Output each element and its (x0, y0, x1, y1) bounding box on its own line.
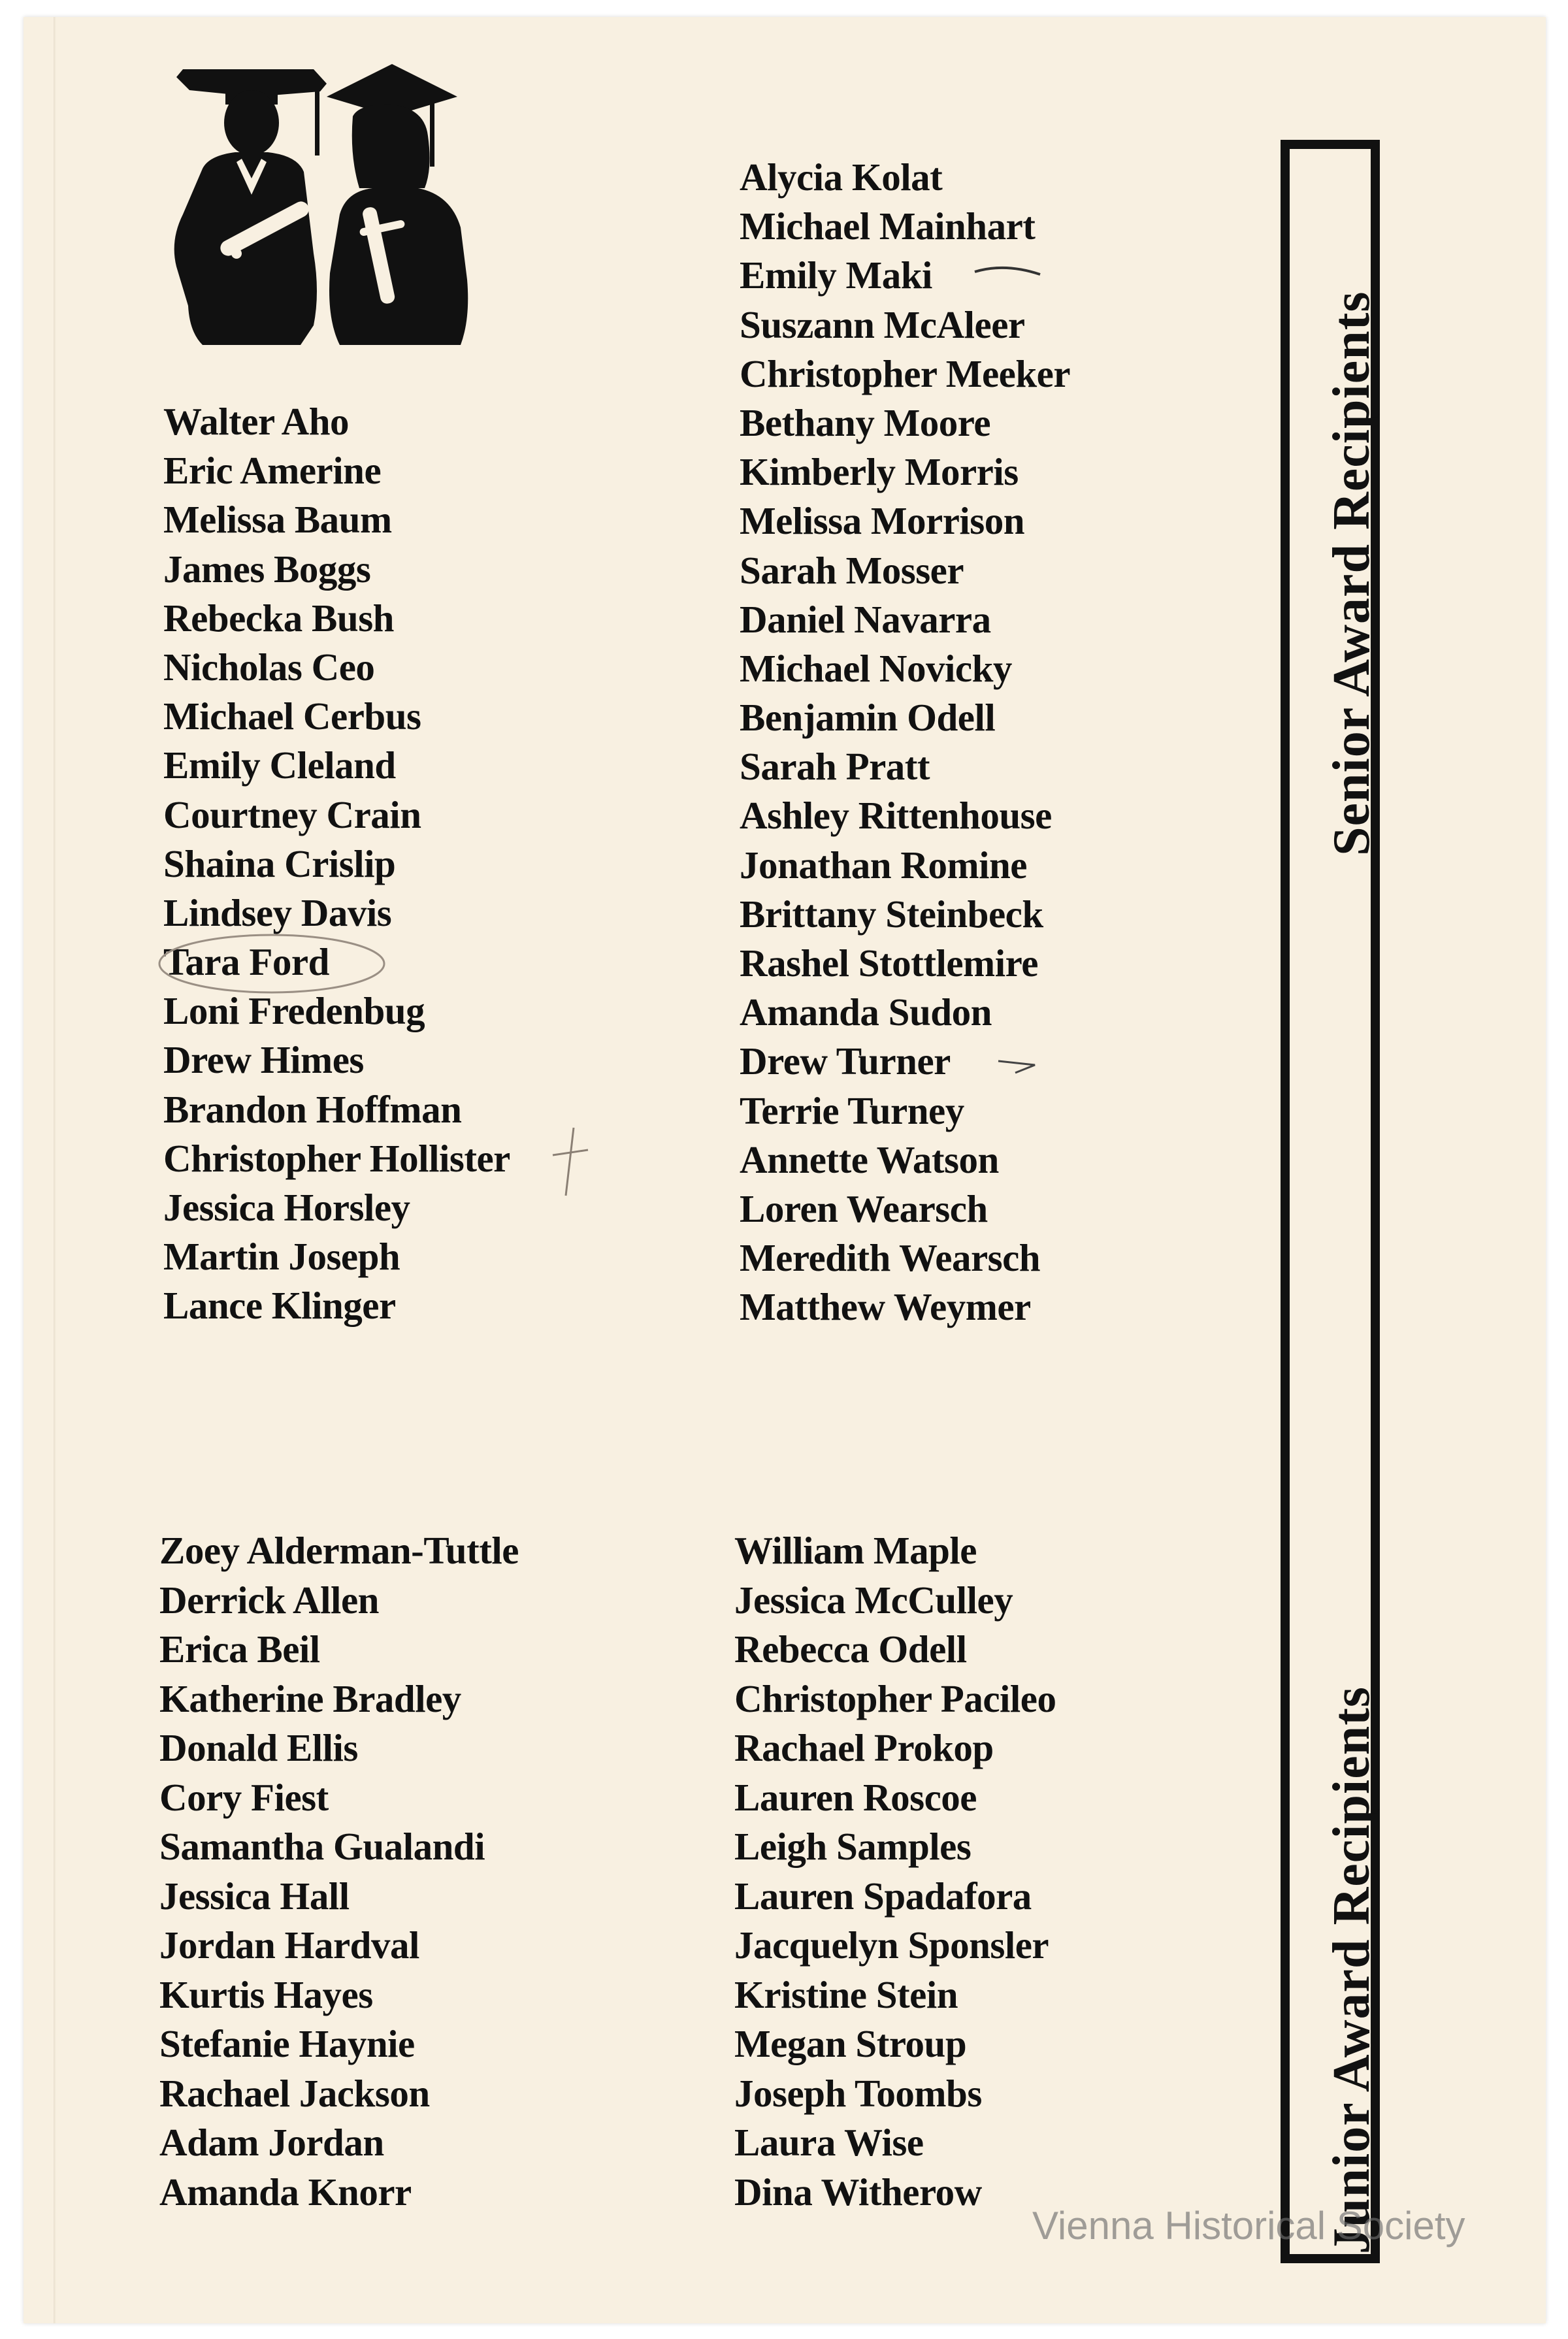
list-item: Jordan Hardval (159, 1923, 419, 1967)
list-item: Loren Wearsch (740, 1186, 988, 1230)
list-item: Derrick Allen (159, 1578, 379, 1622)
list-item: Lauren Roscoe (734, 1775, 977, 1819)
list-item: Rachael Jackson (159, 2071, 430, 2115)
list-item: Joseph Toombs (734, 2071, 982, 2115)
list-item: William Maple (734, 1529, 977, 1572)
list-item: Terrie Turney (740, 1088, 964, 1132)
senior-right-column (740, 153, 1070, 1332)
list-item: Christopher Meeker (740, 352, 1071, 395)
list-item: Rachael Prokop (734, 1726, 994, 1769)
list-item: Cory Fiest (159, 1775, 329, 1819)
list-item: Megan Stroup (734, 2022, 967, 2065)
list-item: Dina Witherow (734, 2170, 982, 2214)
list-item: Leigh Samples (734, 1825, 972, 1868)
list-item: Samantha Gualandi (159, 1825, 485, 1868)
list-item: Michael Cerbus (163, 695, 421, 738)
list-item: Melissa Baum (163, 498, 392, 542)
list-item: Erica Beil (159, 1627, 320, 1671)
list-item: Jessica Horsley (163, 1186, 410, 1229)
list-item: Emily Cleland (163, 744, 396, 787)
list-item: Sarah Mosser (740, 548, 964, 592)
list-item: Adam Jordan (159, 2121, 384, 2164)
list-item: Kimberly Morris (740, 450, 1019, 494)
list-item: Shaina Crislip (163, 842, 396, 885)
list-item: Christopher Hollister (163, 1136, 510, 1180)
junior-left-column (159, 1526, 519, 2217)
list-item: Melissa Morrison (740, 499, 1025, 543)
list-item: Matthew Weymer (740, 1285, 1031, 1329)
list-item: Lance Klinger (163, 1284, 396, 1328)
list-item: Nicholas Ceo (163, 645, 375, 689)
list-item: Brittany Steinbeck (740, 892, 1043, 936)
list-item: Bethany Moore (740, 401, 991, 444)
watermark: Vienna Historical Society (1032, 2204, 1465, 2248)
list-item: Stefanie Haynie (159, 2022, 415, 2065)
list-item: Lindsey Davis (163, 891, 392, 934)
list-item: Donald Ellis (159, 1726, 358, 1769)
junior-right-column (734, 1526, 1056, 2217)
list-item: Drew Turner (740, 1039, 951, 1083)
list-item: Brandon Hoffman (163, 1087, 462, 1131)
list-item: Kristine Stein (734, 1972, 958, 2016)
list-item: Michael Novicky (740, 646, 1012, 690)
list-item: Alycia Kolat (740, 155, 943, 199)
list-item: Jessica McCulley (734, 1578, 1013, 1622)
list-item: Loni Fredenbug (163, 989, 425, 1033)
list-item: Suszann McAleer (740, 303, 1025, 346)
list-item: Meredith Wearsch (740, 1236, 1041, 1280)
list-item: Ashley Rittenhouse (740, 794, 1052, 838)
list-item: Rebecca Odell (734, 1627, 967, 1671)
list-item: Laura Wise (734, 2121, 924, 2164)
list-item: Benjamin Odell (740, 696, 996, 740)
list-item: Annette Watson (740, 1137, 999, 1181)
graduates-icon (163, 57, 477, 358)
pen-dash-annotation (972, 261, 1044, 287)
list-item: Emily Maki (740, 254, 932, 297)
list-item: Katherine Bradley (159, 1677, 461, 1720)
list-item: Martin Joseph (163, 1235, 400, 1279)
list-item: Tara Ford (163, 940, 329, 984)
list-item: Amanda Knorr (159, 2170, 412, 2214)
list-item: Jessica Hall (159, 1874, 350, 1918)
list-item: James Boggs (163, 547, 371, 591)
page-fold (54, 17, 56, 2323)
list-item: Michael Mainhart (740, 204, 1036, 248)
junior-section-title: Junior Award Recipients (1323, 1686, 1380, 2254)
list-item: Lauren Spadafora (734, 1874, 1032, 1918)
list-item: Courtney Crain (163, 793, 421, 836)
list-item: Walter Aho (163, 400, 350, 443)
list-item: Daniel Navarra (740, 597, 991, 641)
pen-circle-annotation (154, 928, 389, 1000)
list-item: Zoey Alderman-Tuttle (159, 1529, 519, 1572)
list-item: Eric Amerine (163, 449, 382, 493)
list-item: Amanda Sudon (740, 990, 992, 1034)
list-item: Drew Himes (163, 1038, 364, 1082)
senior-left-column (163, 397, 510, 1331)
pen-mark-annotation (547, 1124, 593, 1202)
list-item: Rashel Stottlemire (740, 941, 1038, 985)
list-item: Christopher Pacileo (734, 1677, 1056, 1720)
list-item: Kurtis Hayes (159, 1972, 373, 2016)
senior-section-title: Senior Award Recipients (1323, 291, 1380, 856)
list-item: Jacquelyn Sponsler (734, 1923, 1049, 1967)
list-item: Sarah Pratt (740, 745, 930, 789)
list-item: Rebecka Bush (163, 596, 394, 640)
pen-arrow-annotation (996, 1053, 1041, 1079)
list-item: Jonathan Romine (740, 843, 1027, 887)
